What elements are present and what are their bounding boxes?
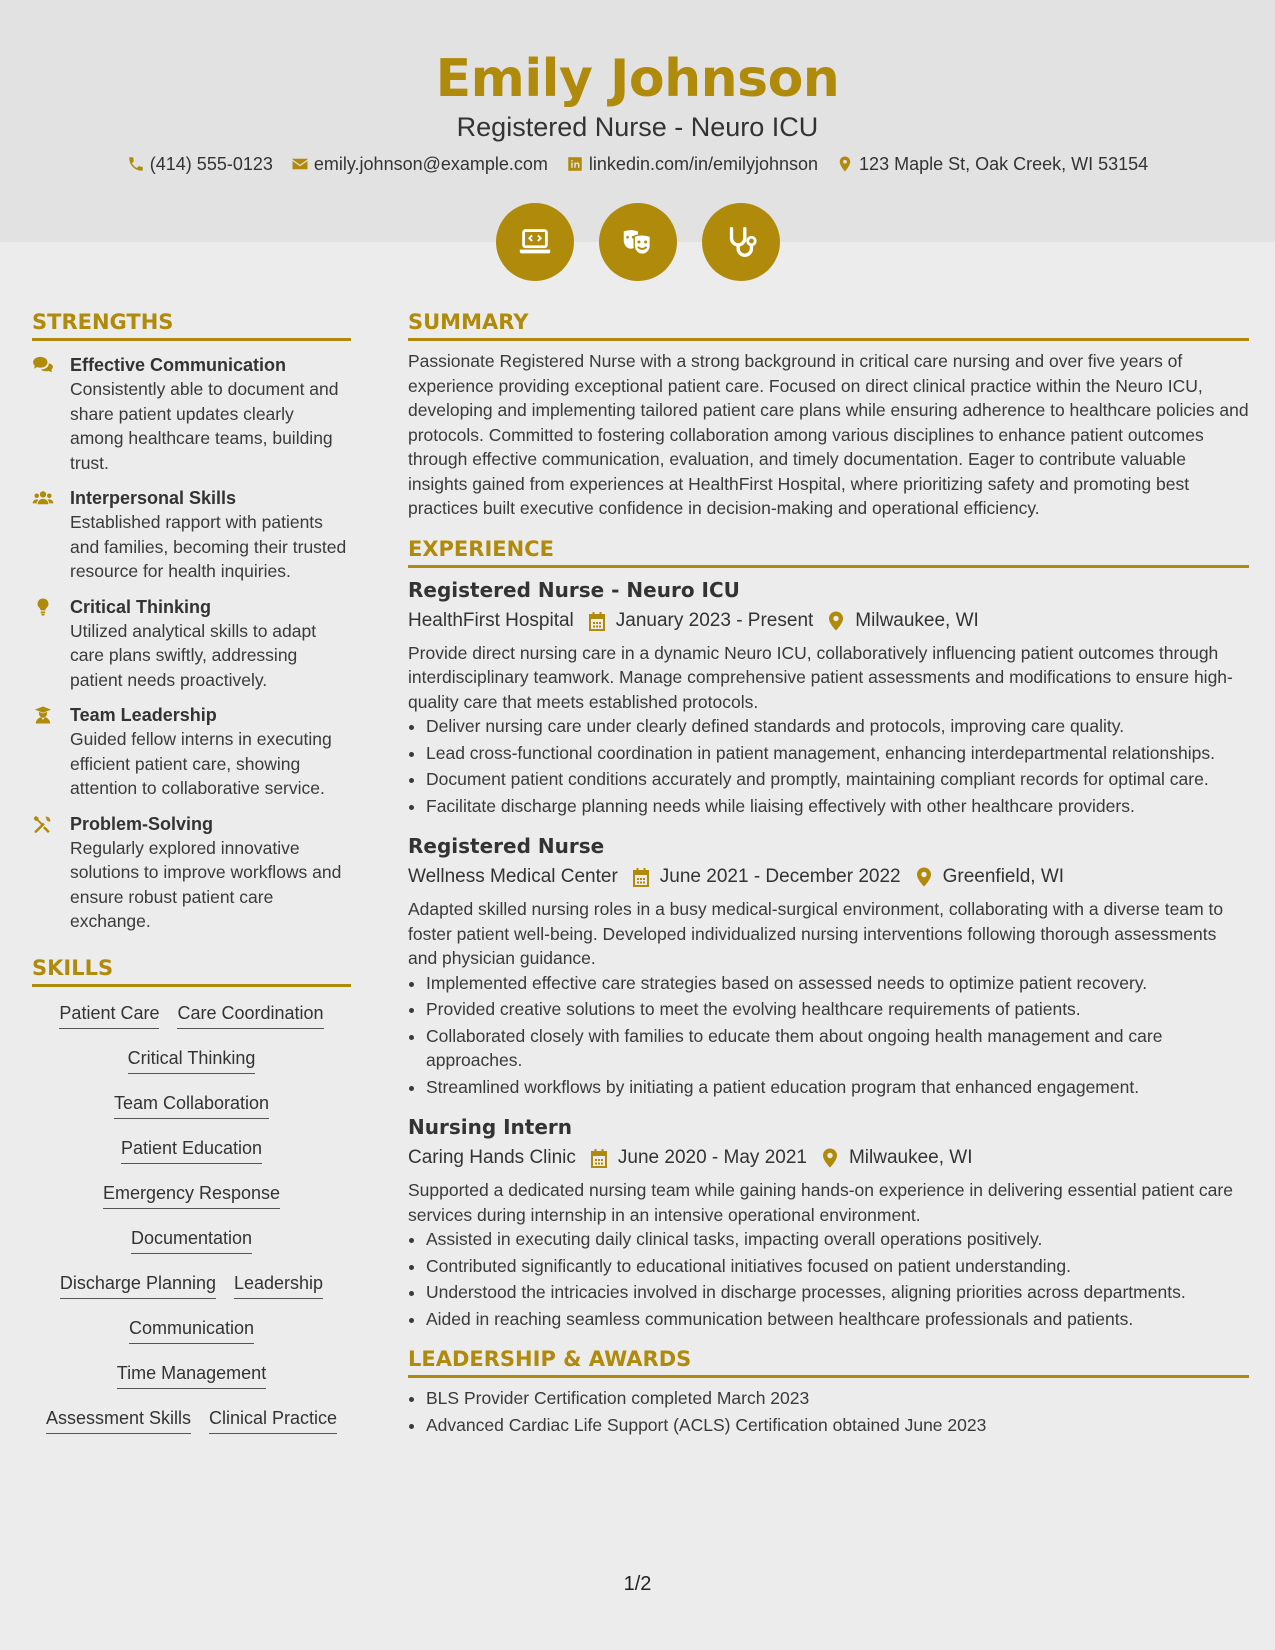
skill-tag: Patient Care [59,1000,159,1029]
strength-item [32,595,351,693]
calendar-icon [590,1148,608,1168]
theater-masks-icon [619,223,657,261]
contact-phone [127,151,273,177]
job-entry [408,576,1249,819]
job-bullets [408,971,1249,1100]
skill-tag: Clinical Practice [209,1405,337,1434]
job-desc: Supported a dedicated nursing team while gaining hands-on experience in delivering essential patient care services during internship in an intensive operational environment. [408,1180,1233,1225]
skill-tag: Care Coordination [177,1000,323,1029]
skill-tag: Emergency Response [103,1180,280,1209]
phone-text: (414) 555-0123 [149,154,273,174]
users-icon [32,489,54,507]
job-entry [408,832,1249,1099]
page-number: 1/2 [623,1573,652,1595]
job-bullet: • Implemented effective care strategies based on assessed needs to optimize patient recovery. [426,971,1249,996]
interest-circle-masks [599,203,677,281]
skill-tag: Patient Education [121,1135,262,1164]
lightbulb-icon [32,598,54,616]
left-column [32,308,351,1450]
strength-item [32,703,351,801]
strength-title: Critical Thinking [70,596,212,617]
job-bullet: • Document patient conditions accurately and promptly, maintaining compliant records for optimal care. [426,767,1249,792]
strengths-list [32,353,351,934]
right-column [408,308,1249,1439]
job-desc: Adapted skilled nursing roles in a busy medical-surgical environment, collaborating with a diverse team to foster patient well-being. Developed individualized nursing interventions following thorough assessments and physician guidance. [408,899,1224,968]
strength-desc: Guided fellow interns in executing efficient patient care, showing attention to collaborative service. [70,729,332,798]
contact-bar [0,151,1275,177]
job-bullet: • Understood the intricacies involved in discharge processes, aligning priorities across departments. [426,1280,1249,1305]
job-meta [408,606,1249,636]
skill-tag: Documentation [131,1225,252,1254]
map-marker-icon [836,155,854,173]
skill-row [32,1270,351,1315]
skill-row [32,1405,351,1450]
contact-address [836,151,1148,177]
map-marker-icon [821,1148,839,1168]
strength-item [32,812,351,934]
laptop-code-icon [516,223,554,261]
awards-heading: LEADERSHIP & AWARDS [408,1345,1249,1378]
strength-desc: Established rapport with patients and families, becoming their trusted resource for health inquiries. [70,512,347,581]
skill-tag: Leadership [234,1270,323,1299]
job-meta [408,1143,1249,1173]
awards-list [408,1386,1249,1437]
skill-tag: Time Management [117,1360,266,1389]
comments-icon [32,356,54,374]
job-meta [408,862,1249,892]
skill-row [32,1315,351,1360]
job-dates: January 2023 - Present [615,609,814,631]
award-item: • Advanced Cardiac Life Support (ACLS) Certification obtained June 2023 [426,1413,1249,1438]
job-bullet: • Assisted in executing daily clinical tasks, impacting overall operations positively. [426,1227,1249,1252]
experience-heading: EXPERIENCE [408,535,1249,568]
user-graduate-icon [32,706,54,724]
contact-linkedin[interactable] [566,151,818,177]
job-dates: June 2021 - December 2022 [659,866,901,887]
skill-row [32,1000,351,1045]
summary-text: Passionate Registered Nurse with a strong background in critical care nursing and over five years of experience providing exceptional patient care. Focused on direct clinical practice within the Neuro ICU, developing and implementing tailored patient care plans while ensuring adherence to healthcare policies and protocols. Committed to fostering collaboration among various disciplines to enhance patient outcomes through effective communication, evaluation, and timely documentation. Eager to contribute valuable insights gained from experiences at HealthFirst Hospital, where prioritizing safety and promoting best practices built executive confidence in decision-making and operational efficiency. [408,351,1249,518]
map-marker-icon [915,867,933,887]
strength-title: Effective Communication [70,355,287,375]
job-company: Caring Hands Clinic [408,1147,576,1168]
job-bullet: • Provided creative solutions to meet the evolving healthcare requirements of patients. [426,997,1249,1022]
award-item: • BLS Provider Certification completed March 2023 [426,1386,1249,1411]
job-desc: Provide direct nursing care in a dynamic Neuro ICU, collaboratively influencing patient outcomes through interdisciplinary teamwork. Manage comprehensive patient assessments and modifications to ensure high-quality care that meets established protocols. [408,642,1233,712]
job-bullet: • Facilitate discharge planning needs while liaising effectively with other healthcare providers. [426,794,1249,819]
skill-row [32,1045,351,1090]
linkedin-icon [566,155,584,173]
candidate-title: Registered Nurse - Neuro ICU [456,112,819,142]
strength-title: Problem-Solving [70,813,214,834]
map-marker-icon [827,611,845,631]
job-location: Greenfield, WI [942,866,1065,887]
job-company: HealthFirst Hospital [408,609,574,631]
envelope-icon [291,155,309,173]
job-bullet: • Aided in reaching seamless communication between healthcare professionals and patients. [426,1307,1249,1332]
candidate-name: Emily Johnson [435,49,840,109]
job-bullet: • Lead cross-functional coordination in patient management, enhancing interdepartmental relationships. [426,741,1249,766]
strength-item [32,486,351,584]
skill-tag: Team Collaboration [114,1090,269,1119]
strength-desc: Regularly explored innovative solutions to improve workflows and ensure robust patient care exchange. [70,837,342,931]
skill-tag: Assessment Skills [46,1405,191,1434]
job-company: Wellness Medical Center [408,866,618,887]
skills-heading: SKILLS [32,954,351,987]
skill-row [32,1180,351,1225]
skill-tag: Discharge Planning [60,1270,216,1299]
strength-item [32,353,351,475]
strength-desc: Consistently able to document and share patient updates clearly among healthcare teams, building trust. [70,379,339,473]
interest-circle-laptop [496,203,574,281]
job-bullets [408,1227,1249,1331]
calendar-icon [632,867,650,887]
strength-title: Interpersonal Skills [70,488,237,508]
job-bullet: • Collaborated closely with families to educate them about ongoing health management and care approaches. [426,1024,1249,1073]
job-title: Registered Nurse - Neuro ICU [408,577,740,602]
address-text: 123 Maple St, Oak Creek, WI 53154 [859,154,1149,174]
strength-desc: Utilized analytical skills to adapt care plans swiftly, addressing patient needs proactively. [70,620,317,690]
strength-title: Team Leadership [70,705,217,725]
skill-tag: Critical Thinking [128,1045,256,1074]
skills-list [32,1000,351,1450]
skill-row [32,1090,351,1135]
job-bullets [408,714,1249,818]
calendar-icon [588,611,606,631]
summary-heading: SUMMARY [408,308,1249,341]
job-bullet: • Deliver nursing care under clearly defined standards and protocols, improving care quality. [426,714,1249,739]
phone-icon [127,155,145,173]
interest-icons [0,203,1275,281]
job-entry [408,1113,1249,1331]
strengths-heading: STRENGTHS [32,308,351,341]
skill-row [32,1135,351,1180]
interest-circle-stethoscope [702,203,780,281]
job-title: Nursing Intern [408,1115,573,1139]
skill-tag: Communication [129,1315,254,1344]
job-bullet: • Contributed significantly to educational initiatives focused on patient understanding. [426,1254,1249,1279]
job-bullet: • Streamlined workflows by initiating a patient education program that enhanced engagement. [426,1075,1249,1100]
stethoscope-icon [722,223,760,261]
job-dates: June 2020 - May 2021 [617,1147,807,1168]
job-location: Milwaukee, WI [855,609,979,631]
email-text: emily.johnson@example.com [313,154,548,174]
tools-icon [32,815,54,833]
skill-row [32,1360,351,1405]
skill-row [32,1225,351,1270]
contact-email[interactable] [291,151,548,177]
job-title: Registered Nurse [408,834,605,858]
linkedin-text: linkedin.com/in/emilyjohnson [588,154,819,174]
job-location: Milwaukee, WI [848,1147,973,1168]
